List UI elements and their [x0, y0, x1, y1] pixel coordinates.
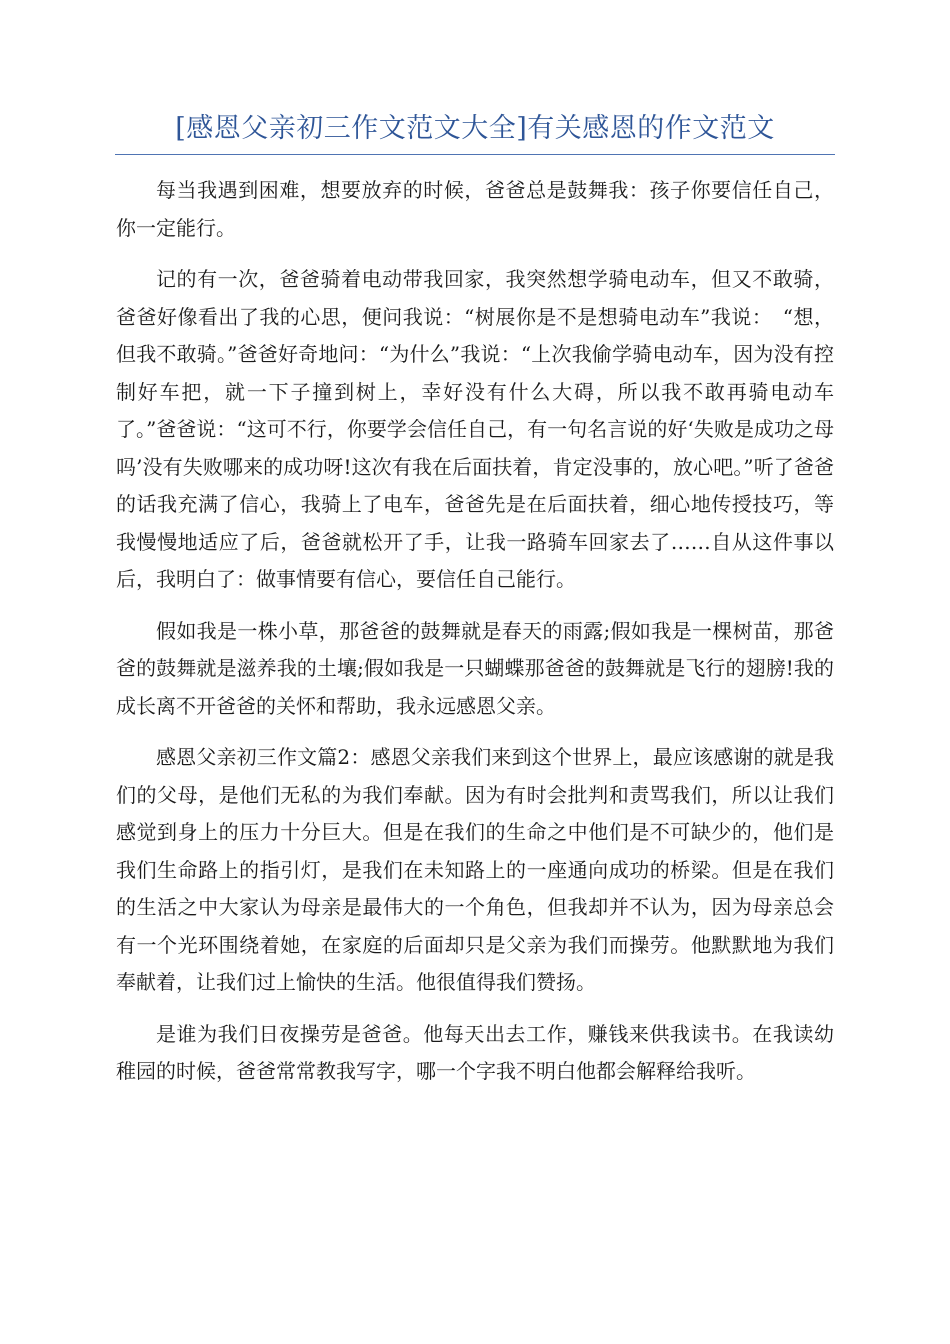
document-body [116, 172, 834, 1105]
paragraph: 感恩父亲初三作文篇2：感恩父亲我们来到这个世界上，最应该感谢的就是我们的父母，是他们无私的为我们奉献。因为有时会批判和责骂我们，所以让我们感觉到身上的压力十分巨大。但是在我们的生命之中他们是不可缺少的，他们是我们生命路上的指引灯，是我们在未知路上的一座通向成功的桥梁。但是在我们的生活之中大家认为母亲是最伟大的一个角色，但我却并不认为，因为母亲总会有一个光环围绕着她，在家庭的后面却只是父亲为我们而操劳。他默默地为我们奉献着，让我们过上愉快的生活。他很值得我们赞扬。 [116, 745, 834, 994]
paragraph: 每当我遇到困难，想要放弃的时候，爸爸总是鼓舞我：孩子你要信任自己，你一定能行。 [116, 178, 834, 240]
paragraph: 记的有一次，爸爸骑着电动带我回家，我突然想学骑电动车，但又不敢骑，爸爸好像看出了我的心思，便问我说：“树展你是不是想骑电动车”我说： “想，但我不敢骑。”爸爸好奇地问：“为什么”我说：“上次我偷学骑电动车，因为没有控制好车把，就一下子撞到树上，幸好没有什么大碍，所以我不敢再骑电动车了。”爸爸说：“这可不行，你要学会信任自己，有一句名言说的好‘失败是成功之母吗’没有失败哪来的成功呀!这次有我在后面扶着，肯定没事的，放心吧。”听了爸爸的话我充满了信心，我骑上了电车，爸爸先是在后面扶着，细心地传授技巧，等我慢慢地适应了后，爸爸就松开了手，让我一路骑车回家去了……自从这件事以后，我明白了：做事情要有信心，要信任自己能行。 [116, 267, 834, 591]
paragraph: 是谁为我们日夜操劳是爸爸。他每天出去工作，赚钱来供我读书。在我读幼稚园的时候，爸爸常常教我写字，哪一个字我不明白他都会解释给我听。 [116, 1021, 834, 1083]
title-underline [115, 154, 835, 155]
document-title: [感恩父亲初三作文范文大全]有关感恩的作文范文 [175, 113, 775, 144]
paragraph: 假如我是一株小草，那爸爸的鼓舞就是春天的雨露;假如我是一棵树苗，那爸爸的鼓舞就是滋养我的土壤;假如我是一只蝴蝶那爸爸的鼓舞就是飞行的翅膀!我的成长离不开爸爸的关怀和帮助，我永远感恩父亲。 [116, 618, 834, 718]
